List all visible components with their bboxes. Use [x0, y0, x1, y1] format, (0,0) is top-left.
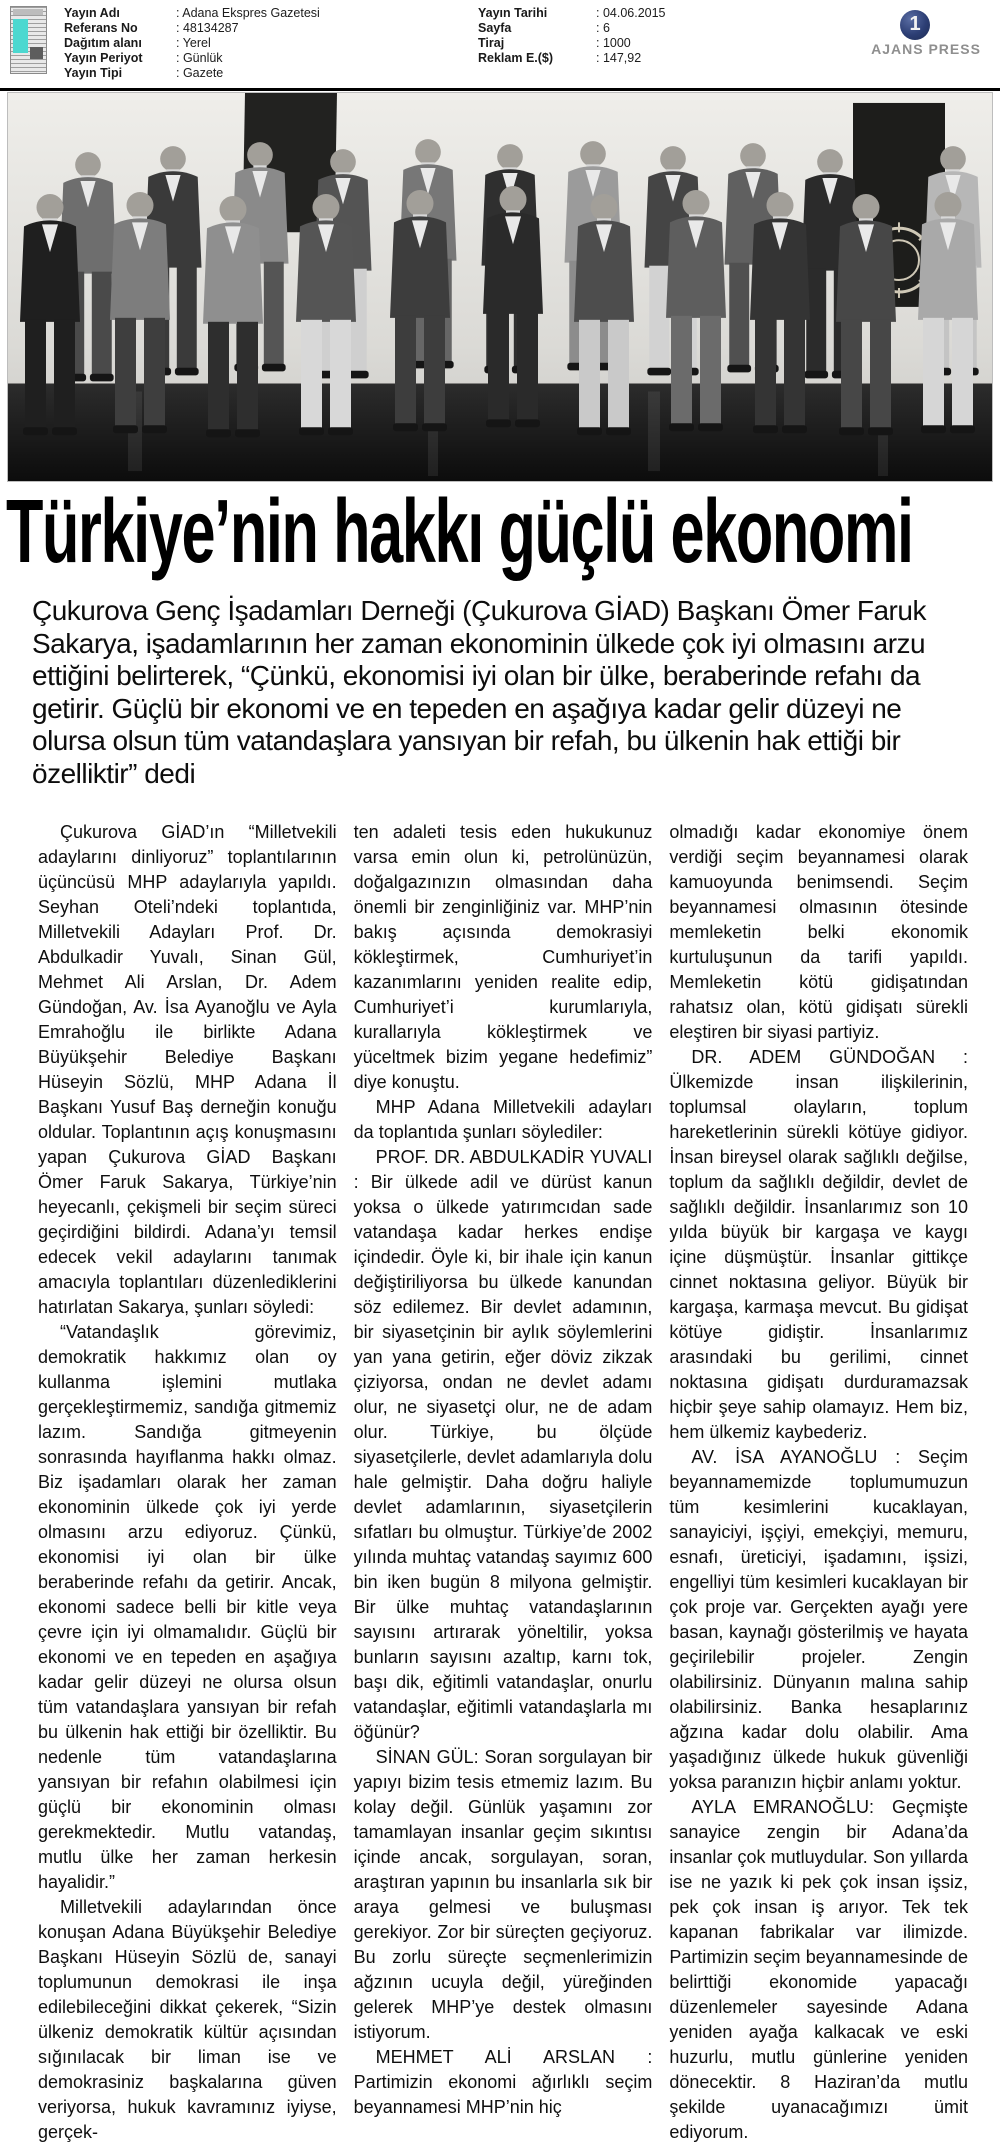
thumbnail-photo-block: [30, 47, 43, 59]
metadata-value: : 1000: [596, 36, 631, 50]
metadata-label: Sayfa: [478, 21, 512, 35]
article-body: [0, 790, 1000, 2145]
metadata-value: : Günlük: [176, 51, 223, 65]
article-paragraph: MEHMET ALİ ARSLAN : Partimizin ekonomi ağırlıklı seçim beyannamesi MHP’nin hiç: [353, 2047, 653, 2117]
metadata-value: : 48134287: [176, 21, 239, 35]
metadata-label: Yayın Periyot: [64, 51, 143, 65]
metadata-right-column: [478, 6, 666, 66]
article-column-1: [38, 820, 337, 2145]
metadata-left-column: [64, 6, 320, 81]
metadata-value: : 04.06.2015: [596, 6, 666, 20]
article-highlight-marker: [13, 19, 28, 53]
metadata-label: Dağıtım alanı: [64, 36, 142, 50]
article-paragraph: olmadığı kadar ekonomiye önem verdiği seçim beyannamesi olarak kamuoyunda benimsendi. Seçim beyannamesi olmasının ötesinde memleketin belki ekonomik kurtuluşunun da tarifi yapıldı. Memleketin kötü gidişatından rahatsız olan, kötü gidişatı sürekli eleştiren bir siyasi partiyiz.: [669, 822, 969, 1042]
press-clipping-header: [0, 0, 1000, 88]
article-paragraph: DR. ADEM GÜNDOĞAN : Ülkemizde insan ilişkilerinin, toplumsal olayların, toplum hareketlerinin sürekli kötüye gidiyor. İnsan bireysel olarak sağlıklı değilse, toplum da sağlıklı değildir, devlet de sağlıklı değildir. İnsanlarımız son 10 yılda büyük bir kargaşa ve kaygı içine düşmüştür. İnsanlar gittikçe cinnet noktasına geliyor. Büyük bir kargaşa, karmaşa mevcut. Bu gidişat kötüye gidiştir. İnsanlarımız arasındaki bu gerilimi, cinnet noktasına gidişatı durduramazsak hiçbir şeye sahip olamayız. Hem biz, hem ülkemiz kaybederiz.: [669, 1047, 969, 1442]
metadata-row: [478, 51, 666, 66]
metadata-row: [478, 36, 666, 51]
metadata-label: Yayın Tipi: [64, 66, 123, 80]
article-lede: Çukurova Genç İşadamları Derneği (Çukurova GİAD) Başkanı Ömer Faruk Sakarya, işadamlarının her zaman ekonominin ülkede çok iyi olmasını arzu ettiğini belirterek, “Çünkü, ekonomisi iyi olan bir ülke, beraberinde refahı da getirir. Güçlü bir ekonomi ve en tepeden en aşağıya kadar gelir düzeyi ne olursa olsun tüm vatandaşlara yansıyan bir refah, bu ülkenin hak ettiği bir özelliktir” dedi: [32, 595, 926, 789]
metadata-row: [64, 6, 320, 21]
globe-icon: 1: [900, 10, 930, 40]
metadata-value: : 147,92: [596, 51, 642, 65]
metadata-row: [64, 21, 320, 36]
metadata-value: : Adana Ekspres Gazetesi: [176, 6, 320, 20]
article-photo: [8, 93, 992, 481]
article-paragraph: “Vatandaşlık görevimiz, demokratik hakkımız olan oy kullanma işlemini mutlaka gerçekleştirmemiz, sandığa gitmemiz lazım. Sandığa gitmeyenin sonrasında hayıflanma hakkı olmaz. Biz işadamları olarak her zaman ekonominin ülkede çok iyi yerde olmasını arzu ediyoruz. Çünkü, ekonomisi iyi olan bir ülke beraberinde refahı da getirir. Ancak, ekonomi sadece belli bir kitle veya çevre için iyi olmamalıdır. Güçlü bir ekonomi ve en tepeden en aşağıya kadar gelir düzeyi ne olursa olsun tüm vatandaşlara yansıyan bir refah bu ülkenin hak ettiği bir özelliktir. Bu nedenle tüm vatandaşlarına yansıyan bir refahın olabilmesi için güçlü bir ekonominin olması gerekmektedir. Mutlu vatandaş, mutlu ülke her zaman herkesin hayalidir.”: [38, 1322, 337, 1892]
metadata-row: [478, 21, 666, 36]
newspaper-page-thumbnail: [10, 6, 47, 74]
metadata-value: : Yerel: [176, 36, 211, 50]
article-paragraph: ten adaleti tesis eden hukukunuz varsa emin olun ki, petrolünüzün, doğalgazınızın olmasından daha önemli bir zenginliğiniz var. MHP’nin bakış açısında demokrasiyi kökleştirmek, Cumhuriyet’in kazanımlarını yeniden realite edip, Cumhuriyet’i kurumlarıyla, kurallarıyla kökleştirmek ve yüceltmek bizim yegane hedefimiz” diye konuştu.: [353, 822, 653, 1092]
article-paragraph: PROF. DR. ABDULKADİR YUVALI : Bir ülkede adil ve dürüst kanun yoksa o ülkede yatırımcıdan sade vatandaşa kadar herkes endişe içindedir. Öyle ki, bir ihale için kanun değiştiriliyorsa bu ülkede kanundan söz edilemez. Bir devlet adamının, bir siyasetçinin bir aylık söylemlerini yan yana getirin, eğer döviz zikzak çiziyorsa, ondan ne devlet adamı olur, ne siyasetçi olur, ne de adam olur. Türkiye, bu ölçüde siyasetçilerle, devlet adamlarıyla dolu hale gelmiştir. Daha doğru haliyle devlet adamlarının, siyasetçilerin sıfatları bu olmuştur. Türkiye’de 2002 yılında muhtaç vatandaş sayımız 600 bin iken bugün 8 milyona gelmiştir. Bir ülke muhtaç vatandaşlarının sayısını artırarak yöneltilir, yoksa bunların sayısını azaltıp, karnı tok, başı dik, eğitimli vatandaşlar, onurlu vatandaşlar, eğitimli vatandaşlarla mı öğünür?: [353, 1147, 653, 1742]
article-paragraph: Milletvekili adaylarından önce konuşan Adana Büyükşehir Belediye Başkanı Hüseyin Sözlü de, sanayi toplumunun demokrasi ile inşa edilebileceğini dikkat çekerek, “Sizin ülkeniz demokratik kültür açısından sığınılacak bir liman ise ve demokrasiniz başkalarına güven veriyorsa, hukuk kavramınız iyiyse, gerçek-: [38, 1897, 337, 2142]
headline-wrap: [6, 483, 1000, 587]
group-photo-illustration: [8, 93, 992, 481]
metadata-label: Tiraj: [478, 36, 505, 50]
metadata-row: [64, 36, 320, 51]
article-column-3: [669, 820, 968, 2145]
article-headline: Türkiye’nin hakkı güçlü ekonomi: [6, 483, 913, 582]
metadata-value: : Gazete: [176, 66, 224, 80]
article-paragraph: AYLA EMRANOĞLU: Geçmişte sanayice zengin bir Adana’da insanlar çok mutluydular. Son yıllarda ise ne yazık ki pek çok insan işsiz, pek çok insan iş arıyor. Tek tek kapanan fabrikalar var ilimizde. Partimizin seçim beyannamesinde de belirttiği ekonomide yapacağı düzenlemeler sayesinde Adana yeniden ayağa kalkacak ve eski huzurlu, mutlu günlerine yeniden dönecektir. 8 Haziran’da mutlu şekilde uyanacağımızı ümit ediyorum.: [669, 1797, 969, 2142]
metadata-label: Yayın Tarihi: [478, 6, 548, 20]
article-paragraph: SİNAN GÜL: Soran sorgulayan bir yapıyı bizim tesis etmemiz lazım. Bu kolay değil. Günlük yaşamını zor tamamlayan insanlar geçim sıkıntısı içinde ancak, sorgulayan, soran, araştıran yapının bu insanlarla sık bir araya gelmesi ve buluşması gerekiyor. Zor bir süreçten geçiyoruz. Bu zorlu süreçte seçmenlerimizin ağzının ucuyla değil, yüreğinden gelerek MHP’ye destek olmasını istiyorum.: [353, 1747, 653, 2042]
ajans-press-logo: [866, 10, 986, 57]
metadata-row: [64, 51, 320, 66]
article-column-2: [354, 820, 653, 2145]
article-paragraph: MHP Adana Milletvekili adayları da toplantıda şunları söylediler:: [353, 1097, 653, 1142]
metadata-value: : 6: [596, 21, 610, 35]
metadata-label: Referans No: [64, 21, 138, 35]
metadata-label: Reklam E.($): [478, 51, 554, 65]
article-paragraph: Çukurova GİAD’ın “Milletvekili adaylarını dinliyoruz” toplantılarının üçüncüsü MHP adaylarıyla yapıldı. Seyhan Oteli’ndeki toplantıda, Milletvekili Adayları Prof. Dr. Abdulkadir Yuvalı, Sinan Gül, Mehmet Ali Arslan, Dr. Adem Gündoğan, Av. İsa Ayanoğlu ve Ayla Emrahoğlu ile birlikte Adana Büyükşehir Belediye Başkanı Hüseyin Sözlü, MHP Adana İl Başkanı Yusuf Baş derneğin konuğu oldular. Toplantının açış konuşmasını yapan Çukurova GİAD Başkanı Ömer Faruk Sakarya, Türkiye’nin heyecanlı, çekişmeli bir seçim süreci geçirdiğini bildirdi. Adana’yı temsil edecek vekil adaylarını tanımak amacıyla toplantıları düzenlediklerini hatırlatan Sakarya, şunları söyledi:: [38, 822, 337, 1317]
metadata-label: Yayın Adı: [64, 6, 120, 20]
article-paragraph: AV. İSA AYANOĞLU : Seçim beyannamemizde toplumumuzun tüm kesimlerini kucaklayan, sanayiciyi, işçiyi, emekçiyi, memuru, esnafı, üreticiyi, işadamını, işsizi, engelliyi tüm kesimleri kucaklayan bir çok proje var. Gerçekten ayağı yere basan, kaynağı gösterilmiş ve hayata geçirilebilir projeler. Zengin olabilirsiniz. Dünyanın malına sahip olabilirsiniz. Banka hesaplarınız ağzına kadar dolu olabilir. Ama yaşadığınız ülkede hukuk güvenliği yoksa paranızın hiçbir anlamı yoktur.: [669, 1447, 969, 1792]
header-divider: [0, 88, 1000, 91]
metadata-row: [478, 6, 666, 21]
logo-text: AJANS PRESS: [871, 41, 981, 57]
metadata-row: [64, 66, 320, 81]
